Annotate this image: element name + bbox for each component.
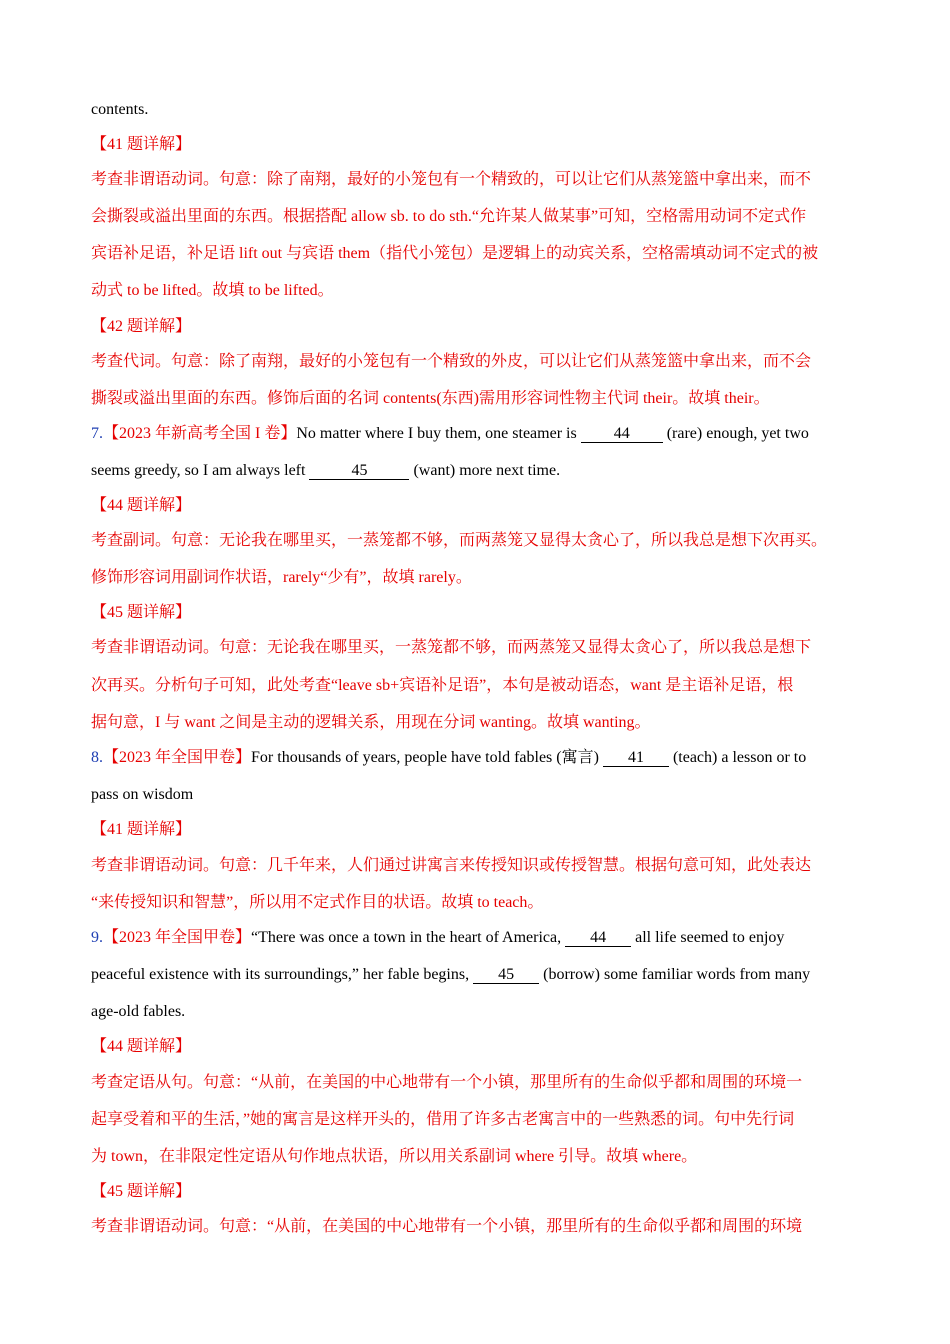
explanation-line: 考查非谓语动词。句意：几千年来，人们通过讲寓言来传授知识或传授智慧。根据句意可知，此处表达 — [91, 857, 812, 874]
question-number: 7. — [91, 425, 103, 442]
question-number: 8. — [91, 749, 103, 766]
explanation-line: 考查非谓语动词。句意：无论我在哪里买，一蒸笼都不够，而两蒸笼又显得太贪心了，所以我总是想下 — [91, 639, 812, 656]
answer-blank-45: 45 — [309, 462, 409, 480]
explanation-line: 据句意，I 与 want 之间是主动的逻辑关系，用现在分词 wanting。故填 wanting。 — [91, 714, 651, 731]
question-9-cont: age-old fables. — [91, 1003, 186, 1020]
question-9 — [91, 928, 784, 948]
question-source: 【2023 年新高考全国 I 卷】 — [103, 425, 297, 442]
section-header-42: 【42 题详解】 — [91, 318, 192, 335]
explanation-line: 会撕裂或溢出里面的东西。根据搭配 allow sb. to do sth.“允许某人做某事”可知，空格需用动词不定式作 — [91, 208, 807, 225]
explanation-line: 动式 to be lifted。故填 to be lifted。 — [91, 282, 334, 299]
explanation-line: 考查非谓语动词。句意：“从前，在美国的中心地带有一个小镇，那里所有的生命似乎都和周围的环境 — [91, 1218, 803, 1235]
explanation-line: 宾语补足语，补足语 lift out 与宾语 them（指代小笼包）是逻辑上的动宾关系，空格需填动词不定式的被 — [91, 245, 819, 262]
section-header-41: 【41 题详解】 — [91, 821, 192, 838]
explanation-line: 考查非谓语动词。句意：除了南翔，最好的小笼包有一个精致的，可以让它们从蒸笼篮中拿出来，而不 — [91, 171, 812, 188]
question-7 — [91, 424, 809, 444]
explanation-line: “来传授知识和智慧”，所以用不定式作目的状语。故填 to teach。 — [91, 894, 544, 911]
answer-blank-45: 45 — [473, 966, 539, 984]
question-source: 【2023 年全国甲卷】 — [103, 749, 252, 766]
explanation-line: 考查代词。句意：除了南翔，最好的小笼包有一个精致的外皮，可以让它们从蒸笼篮中拿出来，而不会 — [91, 353, 812, 370]
question-text: “There was once a town in the heart of America, — [251, 929, 566, 946]
answer-blank-44: 44 — [565, 929, 631, 947]
answer-blank-41: 41 — [603, 749, 669, 767]
explanation-line: 修饰形容词用副词作状语，rarely“少有”，故填 rarely。 — [91, 569, 472, 586]
answer-blank-44: 44 — [581, 425, 663, 443]
explanation-line: 为 town，在非限定性定语从句作地点状语，所以用关系副词 where 引导。故填 where。 — [91, 1148, 698, 1165]
question-8 — [91, 748, 806, 768]
question-source: 【2023 年全国甲卷】 — [103, 929, 252, 946]
explanation-line: 撕裂或溢出里面的东西。修饰后面的名词 contents(东西)需用形容词性物主代词 their。故填 their。 — [91, 390, 770, 407]
question-text: For thousands of years, people have told fables (寓言) — [251, 749, 603, 766]
question-text: No matter where I buy them, one steamer is — [296, 425, 581, 442]
question-text: (teach) a lesson or to — [668, 749, 807, 766]
question-8-cont: pass on wisdom — [91, 786, 194, 803]
section-header-44: 【44 题详解】 — [91, 1038, 192, 1055]
question-7-cont — [91, 461, 560, 481]
section-header-45: 【45 题详解】 — [91, 1183, 192, 1200]
section-header-44: 【44 题详解】 — [91, 497, 192, 514]
question-text: seems greedy, so I am always left — [91, 462, 310, 479]
question-number: 9. — [91, 929, 103, 946]
explanation-line: 起享受着和平的生活，”她的寓言是这样开头的，借用了许多古老寓言中的一些熟悉的词。句中先行词 — [91, 1111, 795, 1128]
question-text: (rare) enough, yet two — [662, 425, 809, 442]
text-line: contents. — [91, 101, 149, 118]
question-text: peaceful existence with its surroundings,” her fable begins, — [91, 966, 474, 983]
explanation-line: 次再买。分析句子可知，此处考查“leave sb+宾语补足语”，本句是被动语态，want 是主语补足语，根 — [91, 677, 794, 694]
question-text: (want) more next time. — [409, 462, 561, 479]
question-9-cont — [91, 965, 810, 985]
section-header-45: 【45 题详解】 — [91, 604, 192, 621]
question-text: all life seemed to enjoy — [631, 929, 785, 946]
explanation-line: 考查副词。句意：无论我在哪里买，一蒸笼都不够，而两蒸笼又显得太贪心了，所以我总是想下次再买。 — [91, 532, 828, 549]
explanation-line: 考查定语从句。句意：“从前，在美国的中心地带有一个小镇，那里所有的生命似乎都和周围的环境一 — [91, 1074, 803, 1091]
question-text: (borrow) some familiar words from many — [539, 966, 811, 983]
section-header-41: 【41 题详解】 — [91, 136, 192, 153]
